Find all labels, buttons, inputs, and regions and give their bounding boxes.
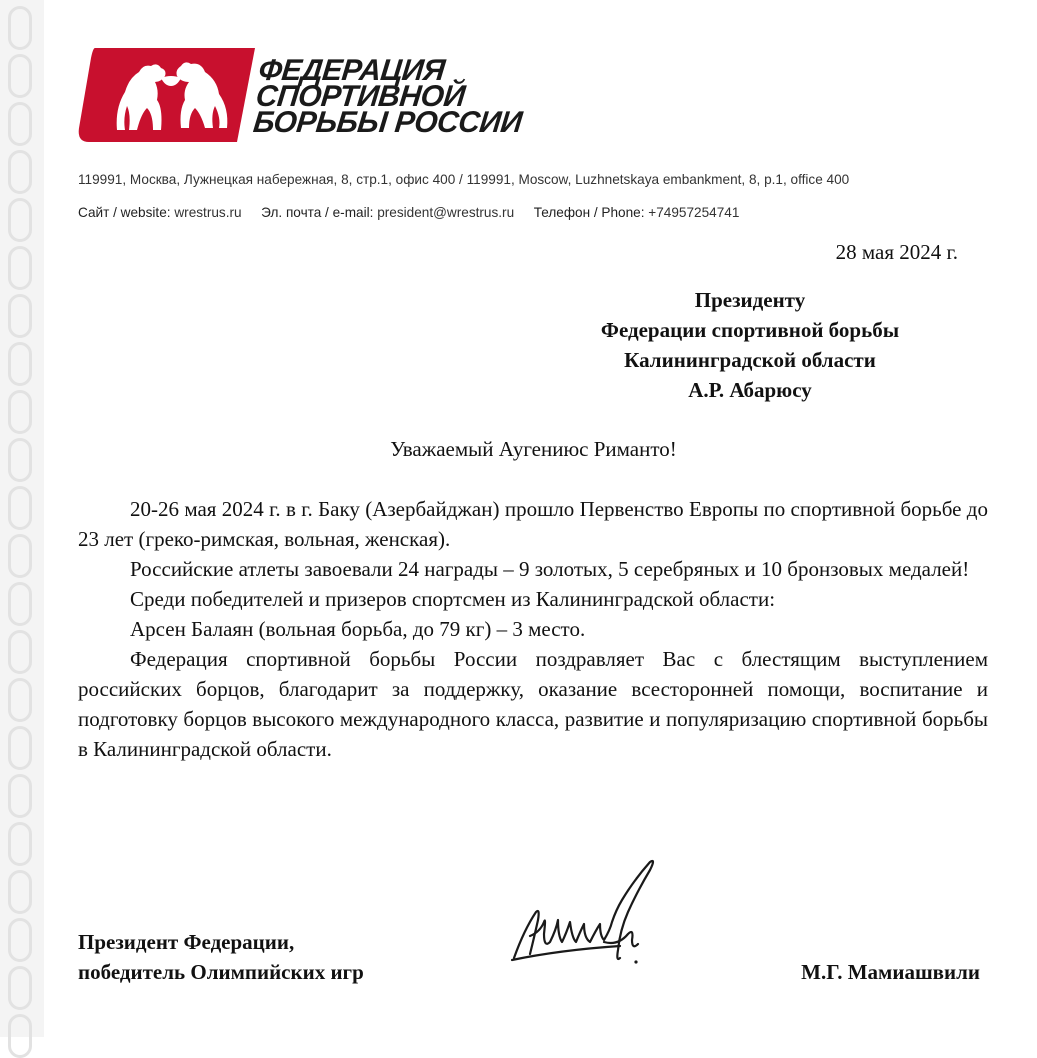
signatory-title-line-1: Президент Федерации,	[78, 930, 295, 954]
letterhead-contacts	[78, 205, 739, 220]
page-edge-strip	[0, 0, 44, 1037]
edge-link-decoration	[8, 150, 32, 194]
edge-link-decoration	[8, 246, 32, 290]
edge-link-decoration	[8, 870, 32, 914]
logo-line-2: СПОРТИВНОЙ	[254, 80, 467, 113]
salutation	[0, 437, 1037, 462]
edge-link-decoration	[8, 390, 32, 434]
edge-link-decoration	[8, 54, 32, 98]
addressee-line-3: Калининградской области	[624, 348, 876, 372]
edge-link-decoration	[8, 1014, 32, 1058]
edge-link-decoration	[8, 822, 32, 866]
signatory-title	[78, 927, 364, 987]
edge-link-decoration	[8, 6, 32, 50]
body-paragraph: Среди победителей и призеров спортсмен из Калининградской области:	[130, 587, 776, 611]
edge-link-decoration	[8, 774, 32, 818]
website-label: Сайт / website:	[78, 205, 171, 220]
email-label: Эл. почта / e-mail:	[261, 205, 374, 220]
edge-link-decoration	[8, 486, 32, 530]
edge-link-decoration	[8, 630, 32, 674]
logo-line-3: БОРЬБЫ РОССИИ	[251, 106, 524, 139]
letterhead-address: 119991, Москва, Лужнецкая набережная, 8, стр.1, офис 400 / 119991, Moscow, Luzhnetskaya embankment, 8, p.1, office 400	[78, 172, 850, 187]
edge-link-decoration	[8, 102, 32, 146]
edge-link-decoration	[8, 678, 32, 722]
body-paragraph: Российские атлеты завоевали 24 награды – 9 золотых, 5 серебряных и 10 бронзовых медалей!	[130, 557, 970, 581]
phone-number: +74957254741	[648, 205, 740, 220]
edge-link-decoration	[8, 582, 32, 626]
edge-link-decoration	[8, 534, 32, 578]
addressee-block	[520, 285, 980, 405]
salutation-text: Уважаемый Аугениюс Риманто!	[390, 437, 677, 461]
signatory-title-line-2: победитель Олимпийских игр	[78, 960, 364, 984]
edge-link-decoration	[8, 294, 32, 338]
edge-link-decoration	[8, 918, 32, 962]
addressee-line-2: Федерации спортивной борьбы	[600, 318, 900, 342]
website-link[interactable]: wrestrus.ru	[174, 205, 242, 220]
edge-link-decoration	[8, 342, 32, 386]
edge-link-decoration	[8, 726, 32, 770]
federation-logo-text	[251, 54, 600, 139]
edge-link-decoration	[8, 198, 32, 242]
logo-line-1: ФЕДЕРАЦИЯ	[257, 54, 447, 87]
phone-label: Телефон / Phone:	[533, 205, 645, 220]
body-paragraph: 20-26 мая 2024 г. в г. Баку (Азербайджан) прошло Первенство Европы по спортивной борьбе до 23 лет (греко-римская, вольная, женская).	[78, 497, 988, 551]
addressee-line-4: А.Р. Абарюсу	[688, 378, 812, 402]
letter-date: 28 мая 2024 г.	[835, 240, 958, 264]
body-paragraph: Федерация спортивной борьбы России поздравляет Вас с блестящим выступлением российских борцов, благодарит за поддержку, оказание всесторонней помощи, воспитание и подготовку борцов высокого международного класса, развитие и популяризацию спортивной борьбы в Калининградской области.	[78, 647, 988, 761]
addressee-line-1: Президенту	[694, 288, 806, 312]
letter-body	[78, 494, 988, 764]
body-paragraph: Арсен Балаян (вольная борьба, до 79 кг) – 3 место.	[130, 617, 586, 641]
email-link[interactable]: president@wrestrus.ru	[377, 205, 515, 220]
handwritten-signature	[500, 850, 670, 980]
signatory-name: М.Г. Мамиашвили	[801, 960, 980, 984]
edge-link-decoration	[8, 966, 32, 1010]
federation-logo-emblem	[77, 48, 255, 142]
